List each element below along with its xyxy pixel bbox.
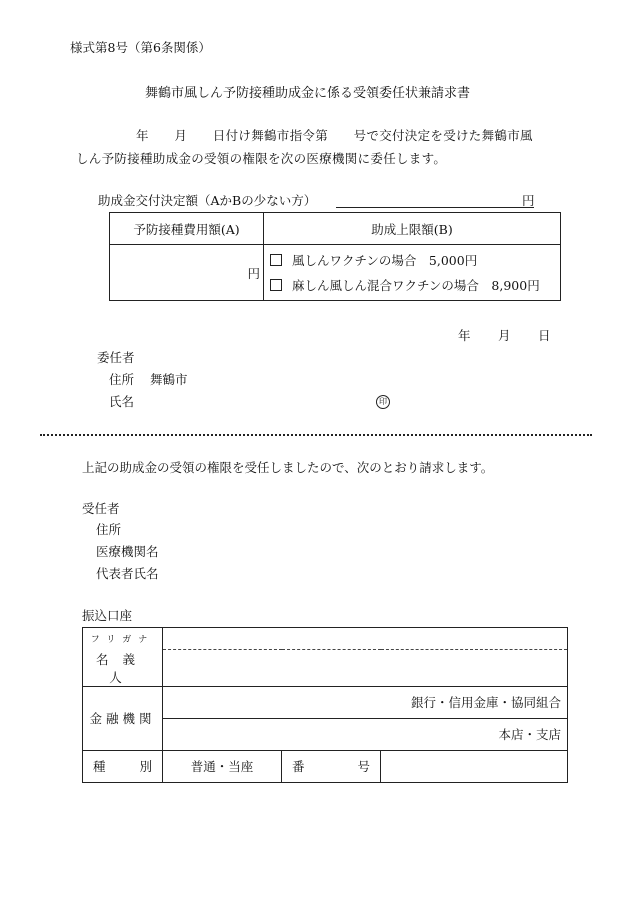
decision-amount-yen: 円 xyxy=(522,193,535,208)
delegator-address-value: 舞鶴市 xyxy=(150,372,188,387)
number-label: 番号 xyxy=(282,750,381,782)
checkbox-icon[interactable] xyxy=(270,279,282,291)
vaccine-cost-yen: 円 xyxy=(247,265,260,281)
delegatee-institution-label: 医療機関名 xyxy=(96,544,159,559)
option-rubella-label: 風しんワクチンの場合 xyxy=(292,252,417,268)
seal-mark xyxy=(376,392,390,409)
furigana-field[interactable] xyxy=(163,628,568,650)
bank-heading: 振込口座 xyxy=(82,608,133,623)
branch-field[interactable] xyxy=(163,718,568,750)
institution-field[interactable] xyxy=(163,686,568,718)
intro-line-2: しん予防接種助成金の受領の権限を次の医療機関に委任します。 xyxy=(76,151,447,166)
cut-line xyxy=(40,434,592,436)
col-a-header: 予防接種費用額(A) xyxy=(110,213,264,245)
intro-line-1: 年 月 日付け舞鶴市指令第 号で交付決定を受けた舞鶴市風 xyxy=(136,128,533,143)
option-rubella-amount: 5,000円 xyxy=(428,252,478,268)
delegator-heading: 委任者 xyxy=(97,350,135,365)
date-day: 日 xyxy=(538,328,551,343)
institution-label: 金融機関 xyxy=(83,686,163,750)
holder-label: 名義人 xyxy=(83,650,163,687)
checkbox-icon[interactable] xyxy=(270,254,282,266)
date-year: 年 xyxy=(458,328,471,343)
vaccine-cost-field[interactable] xyxy=(110,245,264,301)
request-text: 上記の助成金の受領の権限を受任しましたので、次のとおり請求します。 xyxy=(82,460,494,475)
option-rubella[interactable] xyxy=(270,248,560,273)
page-title: 舞鶴市風しん予防接種助成金に係る受領委任状兼請求書 xyxy=(145,86,471,101)
delegator-address-label: 住所 xyxy=(109,372,135,387)
delegatee-address-label: 住所 xyxy=(96,522,122,537)
decision-amount-label: 助成金交付決定額（AかBの少ない方） xyxy=(98,193,317,208)
institution-types: 銀行・信用金庫・協同組合 xyxy=(410,695,561,710)
subsidy-table xyxy=(109,212,561,301)
decision-amount-field[interactable] xyxy=(336,207,534,208)
bank-table xyxy=(82,627,568,783)
delegator-name-label: 氏名 xyxy=(109,394,135,409)
delegatee-heading: 受任者 xyxy=(82,501,120,516)
seal-icon: 印 xyxy=(376,395,390,409)
type-value: 普通・当座 xyxy=(163,750,282,782)
form-number: 様式第8号（第6条関係） xyxy=(70,40,211,55)
branch-types: 本店・支店 xyxy=(498,727,561,742)
delegatee-representative-label: 代表者氏名 xyxy=(96,566,159,581)
account-number-field[interactable] xyxy=(381,750,568,782)
type-label: 種別 xyxy=(83,750,163,782)
date-month: 月 xyxy=(498,328,511,343)
option-mr-label: 麻しん風しん混合ワクチンの場合 xyxy=(292,277,479,293)
furigana-label: フリガナ xyxy=(83,628,163,650)
holder-field[interactable] xyxy=(163,650,568,687)
option-mr[interactable] xyxy=(270,273,560,298)
option-mr-amount: 8,900円 xyxy=(491,277,540,293)
col-b-header: 助成上限額(B) xyxy=(264,213,561,245)
